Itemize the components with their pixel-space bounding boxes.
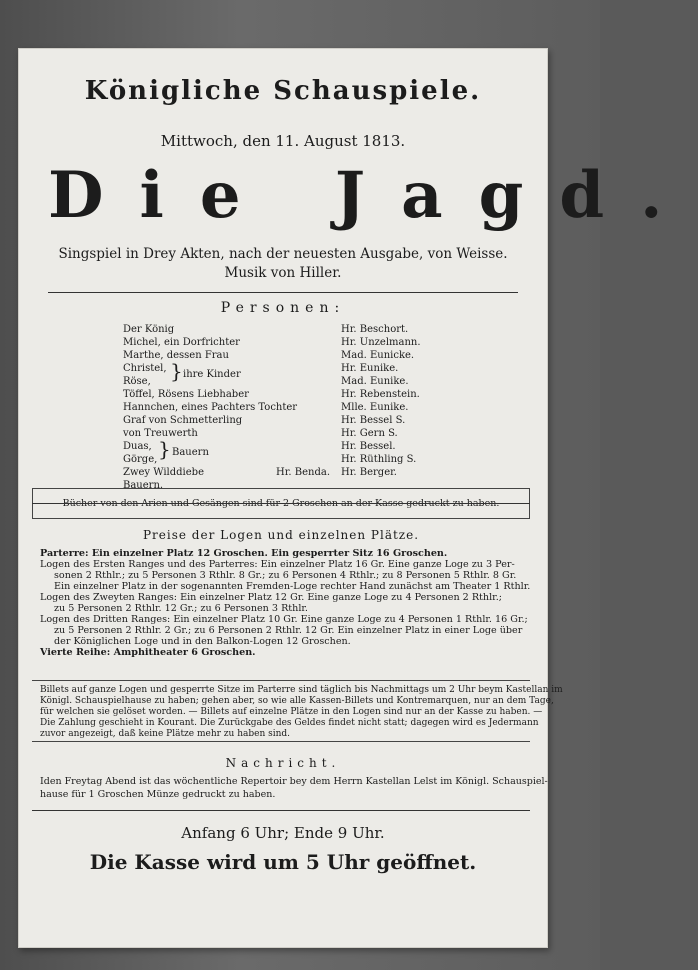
cast-actor: Mad. Eunicke. — [341, 350, 415, 361]
divider — [32, 810, 530, 811]
price-line: zu 5 Personen 2 Rthlr. 2 Gr.; zu 6 Personen 2 Rthlr. 12 Gr. Ein einzelner Platz in einer Loge über — [54, 625, 523, 636]
prices-section — [32, 512, 530, 667]
performance-date: Mittwoch, den 11. August 1813. — [160, 132, 406, 150]
nachricht-line: hause für 1 Groschen Münze gedruckt zu haben. — [40, 789, 276, 800]
cast-actor: Hr. Beschort. — [341, 324, 409, 335]
cast-role: Hannchen, eines Pachters Tochter — [123, 402, 298, 413]
notice-line: Die Zahlung geschieht in Kourant. Die Zurückgabe des Geldes findet nicht statt; dagegen wird es Jedermann — [40, 718, 539, 728]
divider — [48, 292, 518, 293]
playbill-sheet — [18, 48, 698, 948]
cast-actor: Hr. Bessel. — [341, 441, 396, 452]
notice-line: für welchen sie gelöset worden. — Billets auf einzelne Plätze in den Logen sind nur an der Kasse zu haben. — — [40, 707, 543, 717]
price-line: Ein einzelner Platz in der sogenannten Fremden-Loge rechter Hand zunächst am Theater 1 Rthlr. — [54, 581, 531, 592]
nachricht-heading: Nachricht. — [225, 756, 341, 770]
play-title: Die Jagd. — [48, 158, 698, 233]
cast-role: von Treuwerth — [123, 428, 198, 439]
price-line: Logen des Ersten Ranges und des Parterres: Ein einzelner Platz 16 Gr. Eine ganze Loge zu 3 Per- — [40, 559, 515, 570]
cast-actor: Hr. Benda. — [276, 467, 331, 478]
cast-role: Zwey Wilddiebe — [123, 467, 204, 478]
play-subtitle: Singspiel in Drey Akten, nach der neuesten Ausgabe, von Weisse. — [58, 246, 508, 262]
cast-actor: Mad. Eunike. — [341, 376, 409, 387]
nachricht-line: Iden Freytag Abend ist das wöchentliche Repertoir bey dem Herrn Kastellan Lelst im Königl. Schauspiel- — [40, 776, 548, 787]
price-line: zu 5 Personen 2 Rthlr. 12 Gr.; zu 6 Personen 3 Rthlr. — [54, 603, 308, 614]
cast-actor: Hr. Bessel S. — [341, 415, 406, 426]
cast-actor: Hr. Gern S. — [341, 428, 398, 439]
cast-role: Töffel, Rösens Liebhaber — [123, 389, 249, 400]
price-line: der Königlichen Loge und in den Balkon-Logen 12 Groschen. — [54, 636, 351, 647]
music-credit: Musik von Hiller. — [224, 265, 342, 281]
price-line: Vierte Reihe: Amphitheater 6 Groschen. — [40, 647, 256, 658]
cast-actor: Hr. Eunike. — [341, 363, 399, 374]
box-office-opening: Die Kasse wird um 5 Uhr geöffnet. — [89, 850, 477, 874]
notice-line: Billets auf ganze Logen und gesperrte Sitze im Parterre sind täglich bis Nachmittags um 2 Uhr beym Kastellan im — [40, 685, 563, 695]
brace-label: ihre Kinder — [183, 369, 241, 380]
theatre-header: Königliche Schauspiele. — [84, 76, 482, 106]
cast-actor: Hr. Rüthling S. — [341, 454, 417, 465]
books-notice: Bücher von den Arien und Gesängen sind für 2 Groschen an der Kasse gedruckt zu haben. — [32, 488, 530, 519]
cast-actor: Hr. Rebenstein. — [341, 389, 420, 400]
cast-role: Der König — [123, 324, 175, 335]
cast-actor: Hr. Unzelmann. — [341, 337, 421, 348]
start-end-time: Anfang 6 Uhr; Ende 9 Uhr. — [181, 824, 385, 842]
cast-role: Marthe, dessen Frau — [123, 350, 229, 361]
cast-role: Bauern. — [123, 480, 164, 491]
notice-line: Königl. Schauspielhause zu haben; gehen aber, so wie alle Kassen-Billets und Kontremarquen, nur an dem Tage, — [40, 696, 554, 706]
cast-role: Graf von Schmetterling — [123, 415, 243, 426]
price-line: Parterre: Ein einzelner Platz 12 Groschen. Ein gesperrter Sitz 16 Groschen. — [40, 548, 448, 559]
personen-heading: Personen: — [220, 300, 346, 316]
price-line: sonen 2 Rthlr.; zu 5 Personen 3 Rthlr. 8 Gr.; zu 6 Personen 4 Rthlr.; zu 8 Personen 5 Rthlr. 8 Gr. — [54, 570, 517, 581]
prices-title: Preise der Logen und einzelnen Plätze. — [142, 528, 420, 542]
brace-label: Bauern — [172, 447, 209, 458]
cast-role: Michel, ein Dorfrichter — [123, 337, 240, 348]
cast-role: Röse, — [123, 376, 151, 387]
brace: } — [170, 359, 183, 383]
price-line: Logen des Dritten Ranges: Ein einzelner Platz 10 Gr. Eine ganze Loge zu 4 Personen 1 Rthlr. 16 Gr.; — [40, 614, 528, 625]
notice-line: zuvor angezeigt, daß keine Plätze mehr zu haben sind. — [40, 729, 291, 739]
ticket-notice — [32, 680, 563, 742]
cast-role: Christel, — [123, 363, 167, 374]
cast-role: Duas, — [123, 441, 152, 452]
cast-actor: Mlle. Eunike. — [341, 402, 409, 413]
divider — [32, 503, 530, 504]
cast-actor: Hr. Berger. — [341, 467, 397, 478]
brace: } — [158, 437, 171, 461]
cast-role: Görge, — [123, 454, 158, 465]
price-line: Logen des Zweyten Ranges: Ein einzelner Platz 12 Gr. Eine ganze Loge zu 4 Personen 2 Rthlr.; — [40, 592, 502, 603]
